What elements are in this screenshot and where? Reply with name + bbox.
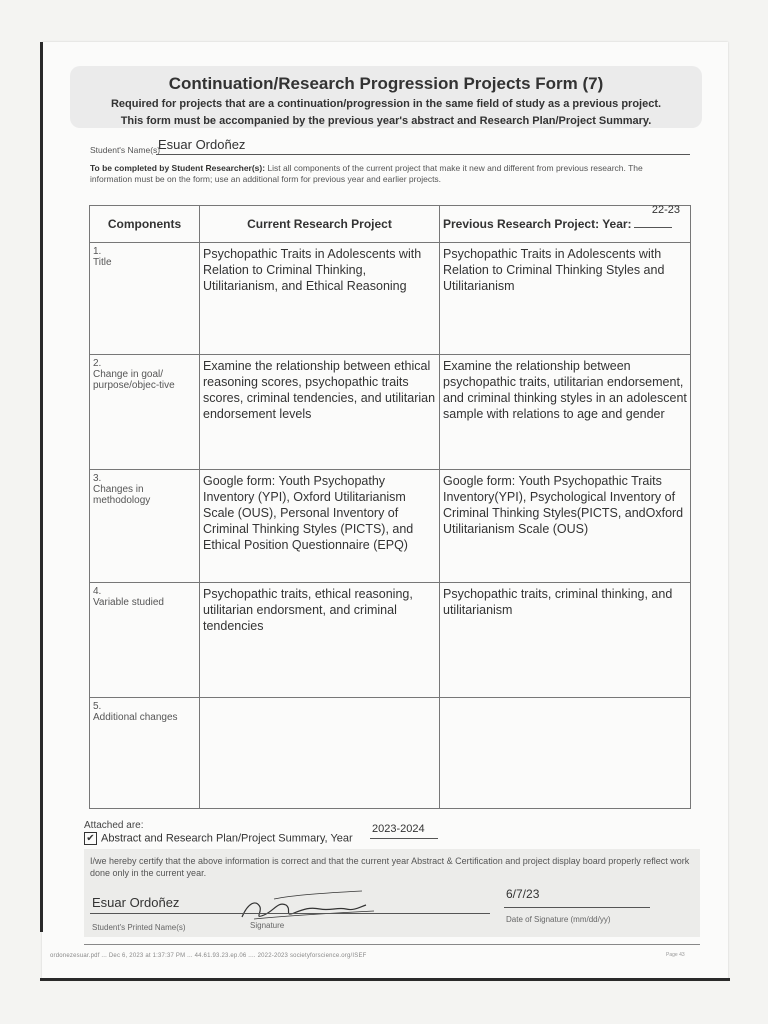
- row-current[interactable]: Google form: Youth Psychopathy Inventory (YPI), Oxford Utilitarianism Scale (OUS), Personal Inventory of Criminal Thinking Styles (PICTS), and Ethical Position Questionnaire (EPQ): [200, 470, 440, 583]
- row-number: 1.: [93, 246, 102, 257]
- footer-divider: [84, 944, 700, 945]
- name-signature-line: [90, 913, 490, 914]
- certification-text: I/we hereby certify that the above information is correct and that the current year Abstract & Certification and project display board properly reflect work done only in the current year.: [90, 856, 690, 878]
- date-label: Date of Signature (mm/dd/yy): [506, 915, 611, 924]
- row-current[interactable]: Examine the relationship between ethical reasoning scores, psychopathic traits scores, criminal tendencies, and utilitarian endorsement levels: [200, 355, 440, 470]
- attached-label: Attached are:: [84, 820, 144, 831]
- signature-date[interactable]: 6/7/23: [506, 887, 540, 901]
- row-previous[interactable]: Google form: Youth Psychopathic Traits Inventory(YPI), Psychological Inventory of Criminal Thinking Styles(PICTS, andOxford Utilitarianism Scale (OUS): [440, 470, 691, 583]
- header-components: Components: [90, 206, 200, 243]
- table-row: [90, 355, 691, 470]
- instructions-text: List all components of the current project that make it new and different from previous research. The information must be on the form; use an additional form for previous year and earlier projects.: [90, 163, 643, 184]
- page-edge-left: [40, 42, 43, 932]
- row-component: [90, 355, 200, 470]
- header-previous-year[interactable]: 22-23: [651, 204, 680, 216]
- form-subtitle-2: This form must be accompanied by the previous year's abstract and Research Plan/Project Summary.: [120, 115, 652, 127]
- row-component-label: Additional changes: [93, 712, 178, 723]
- instructions-bold: To be completed by Student Researcher(s):: [90, 163, 266, 173]
- components-table: [89, 205, 691, 809]
- page-edge-bottom: [40, 978, 730, 981]
- row-previous[interactable]: Examine the relationship between psychopathic traits, utilitarian endorsement, and criminal thinking styles in an adolescent sample with relations to age and gender: [440, 355, 691, 470]
- row-component: [90, 583, 200, 698]
- row-component: [90, 698, 200, 809]
- row-component: [90, 243, 200, 355]
- row-component-label: Title: [93, 257, 112, 268]
- table-header-row: [90, 206, 691, 243]
- table-row: [90, 698, 691, 809]
- table-row: [90, 243, 691, 355]
- attached-checkbox[interactable]: ✔: [84, 832, 97, 845]
- header-previous-label: Previous Research Project: Year:: [443, 217, 632, 231]
- row-previous[interactable]: Psychopathic traits, criminal thinking, and utilitarianism: [440, 583, 691, 698]
- attached-year-line: [370, 838, 438, 839]
- form-subtitle-1: Required for projects that are a continuation/progression in the same field of study as a previous project.: [110, 98, 662, 110]
- attached-item-label: Abstract and Research Plan/Project Summary, Year: [101, 832, 353, 845]
- row-current[interactable]: [200, 698, 440, 809]
- row-previous[interactable]: Psychopathic Traits in Adolescents with Relation to Criminal Thinking Styles and Utilitarianism: [440, 243, 691, 355]
- table-row: [90, 583, 691, 698]
- year-line: [634, 227, 672, 228]
- footer-text: ordonezesuar.pdf ... Dec 6, 2023 at 1:37:37 PM ... 44.61.93.23.ep.06 .... 2022-2023 societyforscience.org/ISEF: [50, 953, 367, 959]
- table-row: [90, 470, 691, 583]
- form-title: Continuation/Research Progression Projects Form (7): [168, 74, 604, 93]
- row-number: 4.: [93, 586, 102, 597]
- date-line: [504, 907, 650, 908]
- student-name-label: Student's Name(s): [90, 145, 161, 155]
- row-component-label: Changes in methodology: [93, 484, 151, 506]
- student-name-line: [156, 154, 690, 155]
- form-header: [70, 66, 702, 128]
- row-component: [90, 470, 200, 583]
- row-component-label: Variable studied: [93, 597, 164, 608]
- row-number: 5.: [93, 701, 102, 712]
- printed-name[interactable]: Esuar Ordoñez: [92, 895, 180, 910]
- footer-page: Page 43: [666, 952, 685, 958]
- attached-year[interactable]: 2023-2024: [372, 823, 425, 835]
- signature-label: Signature: [250, 921, 285, 930]
- student-name-value[interactable]: Esuar Ordoñez: [158, 137, 246, 152]
- certification-box: [84, 849, 700, 937]
- printed-name-label: Student's Printed Name(s): [92, 923, 186, 932]
- row-current[interactable]: Psychopathic traits, ethical reasoning, utilitarian endorsment, and criminal tendencies: [200, 583, 440, 698]
- row-current[interactable]: Psychopathic Traits in Adolescents with Relation to Criminal Thinking, Utilitarianism, and Ethical Reasoning: [200, 243, 440, 355]
- row-number: 2.: [93, 358, 102, 369]
- header-previous: [440, 206, 691, 243]
- row-component-label: Change in goal/ purpose/objec-tive: [93, 369, 175, 391]
- header-current: Current Research Project: [200, 206, 440, 243]
- signature-image: [234, 889, 384, 923]
- row-previous[interactable]: [440, 698, 691, 809]
- attached-item: [84, 832, 353, 845]
- row-number: 3.: [93, 473, 102, 484]
- instructions: [90, 163, 680, 185]
